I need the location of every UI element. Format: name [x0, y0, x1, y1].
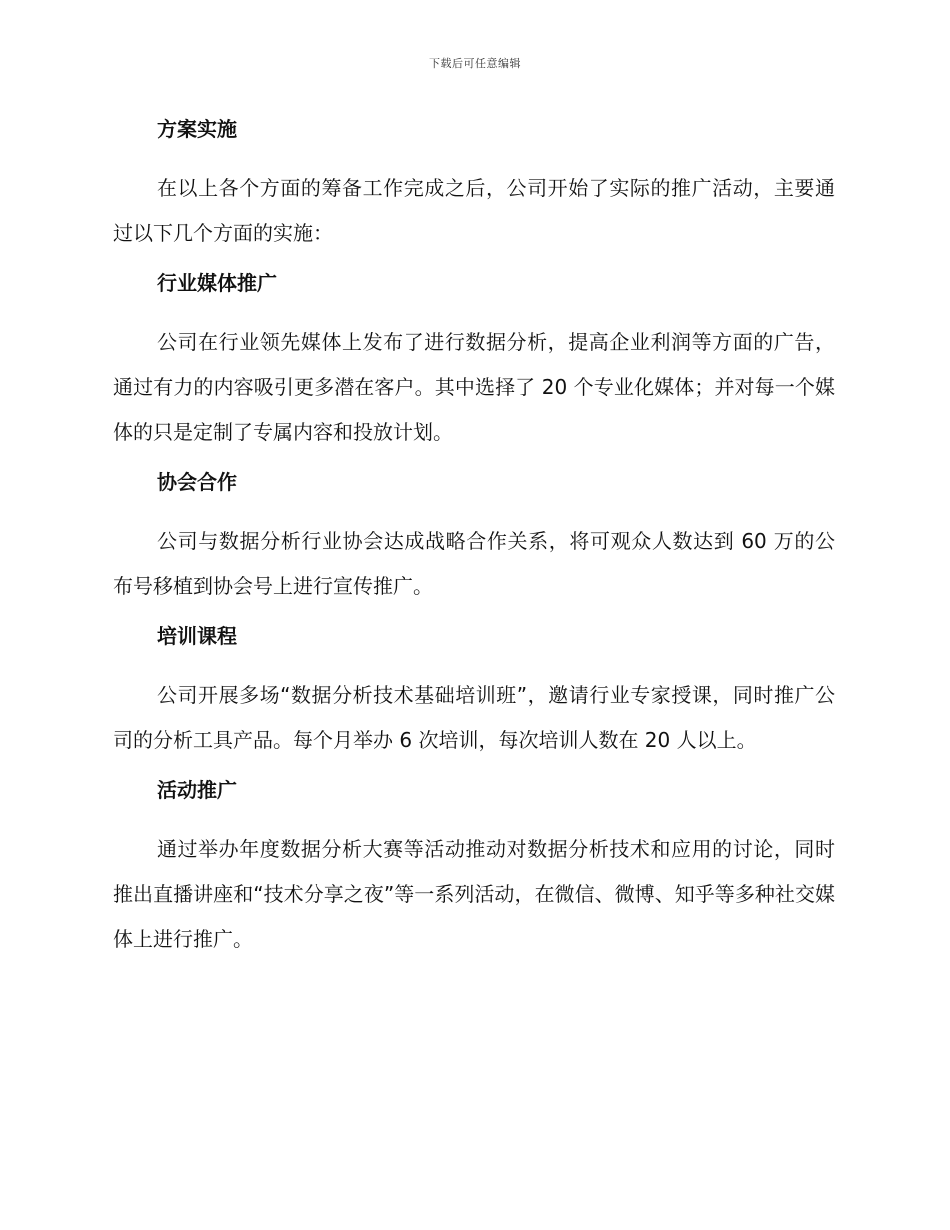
section-heading-association: 协会合作 [157, 470, 237, 494]
spacer [113, 455, 835, 465]
section-heading-media-promotion: 行业媒体推广 [157, 271, 277, 295]
section-heading-implementation: 方案实施 [157, 117, 237, 141]
section-paragraph-implementation: 在以上各个方面的筹备工作完成之后，公司开始了实际的推广活动，主要通过以下几个方面的实施： [113, 176, 835, 245]
section-paragraph-events: 通过举办年度数据分析大赛等活动推动对数据分析技术和应用的讨论，同时推出直播讲座和“技术分享之夜”等一系列活动，在微信、微博、知乎等多种社交媒体上进行推广。 [113, 837, 835, 951]
section-paragraph-association: 公司与数据分析行业协会达成战略合作关系，将可观众人数达到 60 万的公布号移植到协会号上进行宣传推广。 [113, 529, 835, 598]
spacer [113, 763, 835, 773]
spacer [113, 653, 835, 673]
section-paragraph-training: 公司开展多场“数据分析技术基础培训班”，邀请行业专家授课，同时推广公司的分析工具产品。每个月举办 6 次培训，每次培训人数在 20 人以上。 [113, 683, 835, 752]
section-heading-training: 培训课程 [157, 624, 237, 648]
spacer [113, 609, 835, 619]
document-body [113, 112, 835, 962]
spacer [113, 499, 835, 519]
spacer [113, 807, 835, 827]
section-heading-events: 活动推广 [157, 778, 237, 802]
spacer [113, 256, 835, 266]
section-paragraph-media-promotion: 公司在行业领先媒体上发布了进行数据分析，提高企业利润等方面的广告，通过有力的内容吸引更多潜在客户。其中选择了 20 个专业化媒体；并对每一个媒体的只是定制了专属内容和投放计划。 [113, 330, 835, 444]
spacer [113, 300, 835, 320]
spacer [113, 146, 835, 166]
page-header-note: 下载后可任意编辑 [429, 57, 521, 70]
